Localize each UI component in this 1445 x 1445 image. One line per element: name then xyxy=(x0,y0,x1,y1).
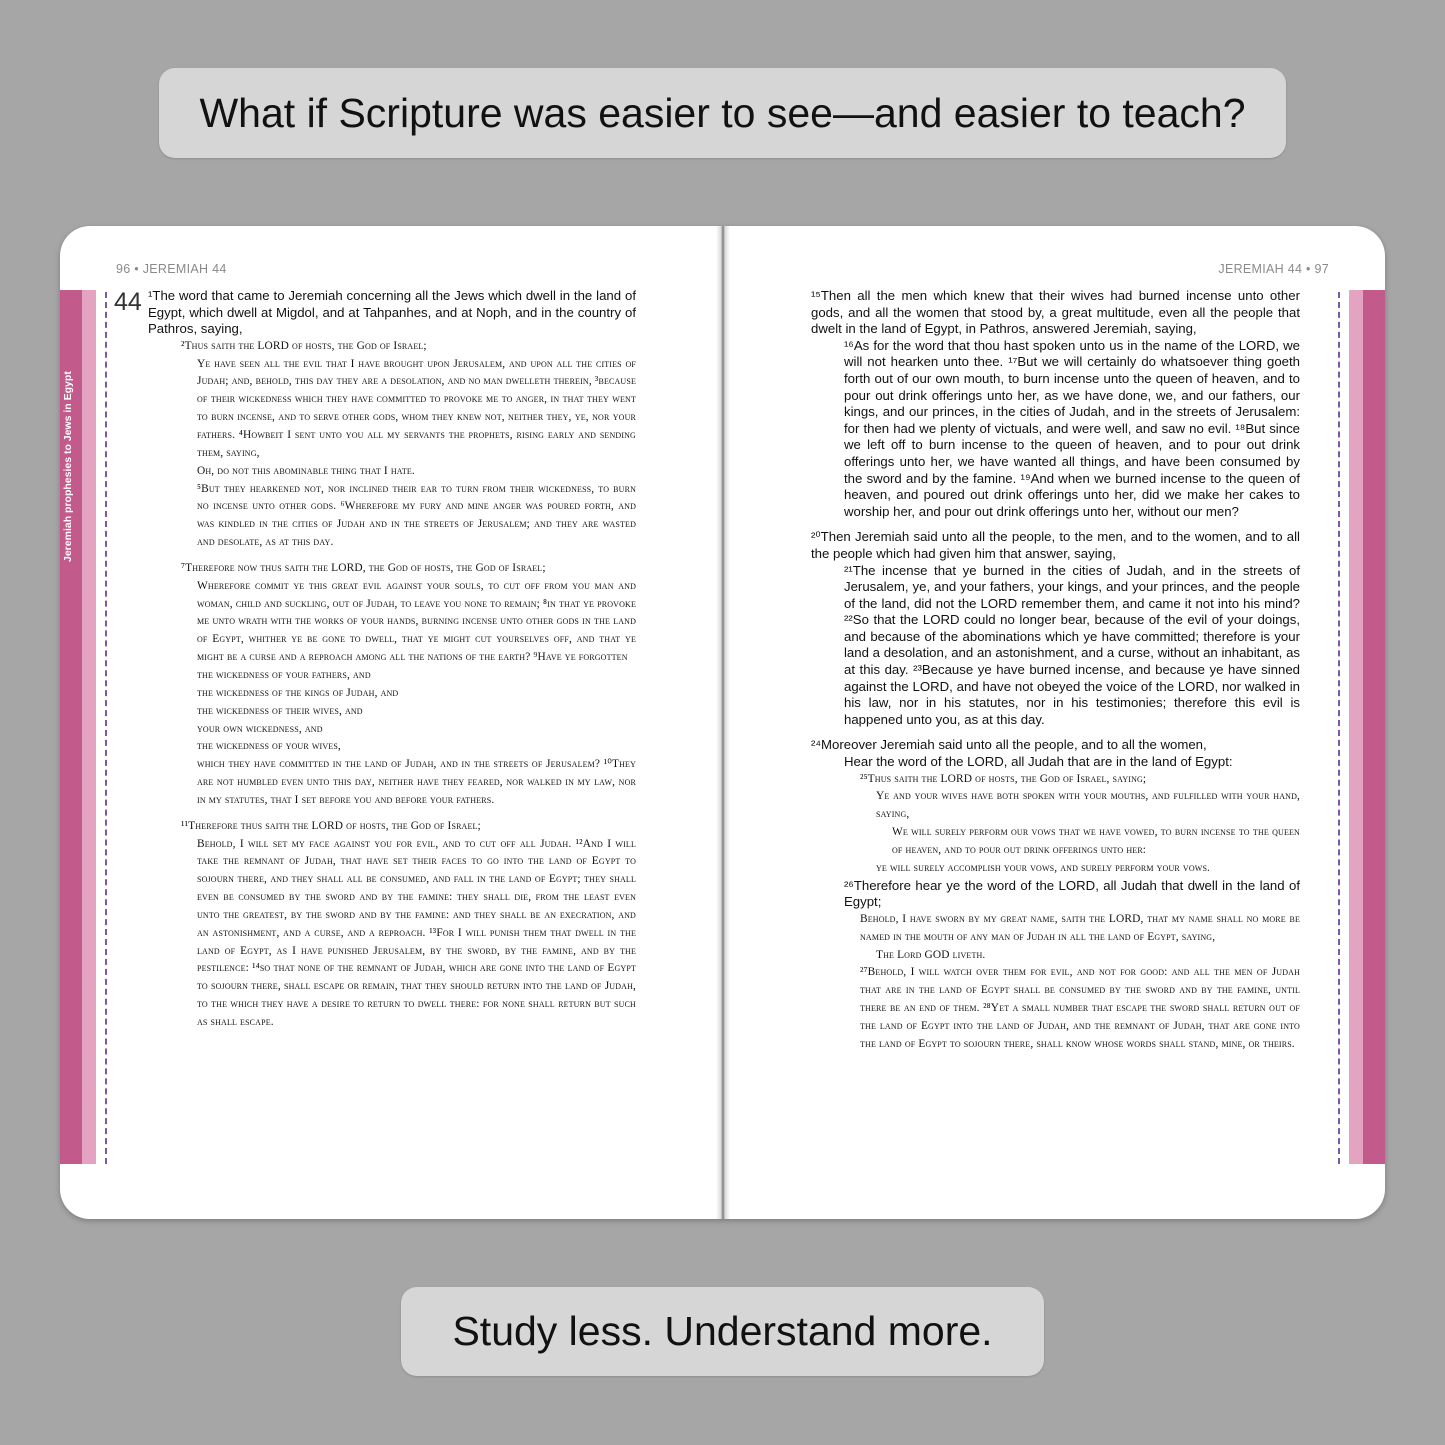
verse-paragraph: ²⁴Moreover Jeremiah said unto all the people, and to all the women, xyxy=(811,737,1207,753)
verse-paragraph: ²¹The incense that ye burned in the cities of Judah, and in the streets of Jerusalem, ye, and your fathers, your kings, and your princes, and the people of the land, did not the LORD remember them, and came it not into his mind? ²²So that the LORD could no longer bear, because of the evil of your doings, and because of the abominations which ye have committed; therefore is your land a desolation, and an astonishment, and a curse, without an inhabitant, as at this day. ²³Because ye have burned incense, and because ye have sinned against the LORD, and have not obeyed the voice of the LORD, nor walked in his law, nor in his statutes, nor in his testimonies; therefore this evil is happened unto you, as at this day. xyxy=(844,562,1300,727)
verse-paragraph: ²⁵Thus saith the LORD of hosts, the God of Israel, saying; xyxy=(860,772,1147,785)
verse-paragraph: the wickedness of the kings of Judah, and xyxy=(197,686,399,699)
verse-paragraph: which they have committed in the land of Judah, and in the streets of Jerusalem? ¹⁰They are not humbled even unto this day, neither have they feared, nor walked in my law, nor in my statutes, that I set before you and before your fathers. xyxy=(197,758,636,806)
running-head-left: 96 • JEREMIAH 44 xyxy=(116,262,227,276)
verse-paragraph: the wickedness of your fathers, and xyxy=(197,668,371,681)
verse-paragraph: Ye have seen all the evil that I have brought upon Jerusalem, and upon all the cities of Judah; and, behold, this day they are a desolation, and no man dwelleth therein, ³because of their wickedness which they have committed to provoke me to anger, in that they went to burn incense, and to serve other gods, whom they knew not, neither they, ye, nor your fathers. ⁴Howbeit I sent unto you all my servants the prophets, rising early and sending them, saying, xyxy=(197,357,636,459)
verse-paragraph: The Lord GOD liveth. xyxy=(876,948,986,961)
verse-paragraph: ye will surely accomplish your vows, and surely perform your vows. xyxy=(876,861,1211,874)
open-bible-spread xyxy=(60,226,1385,1219)
verse-paragraph: ¹¹Therefore thus saith the LORD of hosts, the God of Israel; xyxy=(181,819,481,832)
verse-paragraph: Ye and your wives have both spoken with your mouths, and fulfilled with your hand, saying, xyxy=(876,790,1300,821)
verse-paragraph: Wherefore commit ye this great evil against your souls, to cut off from you man and woman, child and suckling, out of Judah, to leave you none to remain; ⁸in that ye provoke me unto wrath with the works of your hands, burning incense unto other gods in the land of Egypt, whither ye be gone to dwell, that ye might cut yourselves off, and that ye might be a curse and a reproach among all the nations of the earth? ⁹Have ye forgotten xyxy=(197,579,636,664)
side-tab-left-light xyxy=(82,290,96,1164)
verse-paragraph: ¹⁶As for the word that thou hast spoken unto us in the name of the LORD, we will not hearken unto thee. ¹⁷But we will certainly do whatsoever thing goeth forth out of our own mouth, to burn incense unto the queen of heaven, and to pour out drink offerings unto her, as we have done, we, and our fathers, our kings, and our princes, in the cities of Judah, and in the streets of Jerusalem: for then had we plenty of victuals, and were well, and saw no evil. ¹⁸But since we left off to burn incense to the queen of heaven, and to pour out drink offerings unto her, we have wanted all things, and have been consumed by the sword and by the famine. ¹⁹And when we burned incense to the queen of heaven, and poured out drink offerings unto her, did we make her cakes to worship her, and pour out drink offerings unto her, without our men? xyxy=(844,337,1300,519)
verse-paragraph: ²⁰Then Jeremiah said unto all the people, to the men, and to the women, and to all the people which had given him that answer, saying, xyxy=(811,529,1300,561)
verse-paragraph: Behold, I will set my face against you for evil, and to cut off all Judah. ¹²And I will take the remnant of Judah, that have set their faces to go into the land of Egypt to sojourn there, and they shall all be consumed, and fall in the land of Egypt; they shall even be consumed by the sword and by the famine: they shall die, from the least even unto the greatest, by the sword and by the famine: and they shall be an execration, and an astonishment, and a curse, and a reproach. ¹³For I will punish them that dwell in the land of Egypt, as I have punished Jerusalem, by the sword, by the famine, and by the pestilence: ¹⁴so that none of the remnant of Judah, which are gone into the land of Egypt to sojourn there, shall escape or remain, that they should return into the land of Judah, to the which they have a desire to return to dwell there: for none shall return but such as shall escape. xyxy=(197,837,636,1028)
side-tab-left xyxy=(60,290,82,1164)
verse-paragraph: your own wickedness, and xyxy=(197,722,323,735)
right-page-text xyxy=(811,288,1300,1054)
tagline-banner xyxy=(401,1287,1044,1376)
running-head-right: JEREMIAH 44 • 97 xyxy=(1218,262,1329,276)
dashed-rule-right xyxy=(1338,292,1340,1164)
verse-paragraph: the wickedness of their wives, and xyxy=(197,704,363,717)
verse-paragraph: Hear the word of the LORD, all Judah that are in the land of Egypt: xyxy=(844,754,1233,770)
side-tab-right xyxy=(1363,290,1385,1164)
side-tab-right-light xyxy=(1349,290,1363,1164)
verse-paragraph: Behold, I have sworn by my great name, saith the LORD, that my name shall no more be named in the mouth of any man of Judah in all the land of Egypt, saying, xyxy=(860,912,1300,943)
verse-paragraph: ²⁷Behold, I will watch over them for evil, and not for good: and all the men of Judah that are in the land of Egypt shall be consumed by the sword and by the famine, until there be an end of them. ²⁸Yet a small number that escape the sword shall return out of the land of Egypt into the land of Judah, and the remnant of Judah, that are gone into the land of Egypt to sojourn there, shall know whose words shall stand, mine, or theirs. xyxy=(860,966,1300,1050)
verse-paragraph: ¹The word that came to Jeremiah concerning all the Jews which dwell in the land of Egypt, which dwell at Migdol, and at Tahpanhes, and at Noph, and in the country of Pathros, saying, xyxy=(148,288,636,337)
verse-paragraph: ²⁶Therefore hear ye the word of the LORD, all Judah that dwell in the land of Egypt; xyxy=(844,877,1300,910)
verse-paragraph: ¹⁵Then all the men which knew that their wives had burned incense unto other gods, and all the women that stood by, a great multitude, even all the people that dwelt in the land of Egypt, in Pathros, answered Jeremiah, saying, xyxy=(811,288,1300,337)
verse-paragraph: ⁵But they hearkened not, nor inclined their ear to turn from their wickedness, to burn no incense unto other gods. ⁶Wherefore my fury and mine anger was poured forth, and was kindled in the cities of Judah and in the streets of Jerusalem; and they are wasted and desolate, as at this day. xyxy=(197,482,636,549)
book-gutter xyxy=(716,226,730,1219)
dashed-rule-left xyxy=(105,292,107,1164)
verse-paragraph: ²Thus saith the LORD of hosts, the God of Israel; xyxy=(181,339,427,352)
headline-text: What if Scripture was easier to see—and easier to teach? xyxy=(199,90,1246,136)
verse-paragraph: ⁷Therefore now thus saith the LORD, the God of hosts, the God of Israel; xyxy=(181,561,546,574)
headline-banner xyxy=(159,68,1286,158)
side-tab-label: Jeremiah prophesies to Jews in Egypt xyxy=(62,371,74,562)
chapter-number: 44 xyxy=(114,288,142,316)
verse-paragraph: Oh, do not this abominable thing that I hate. xyxy=(197,464,415,477)
left-page-text xyxy=(148,288,636,1032)
verse-paragraph: We will surely perform our vows that we have vowed, to burn incense to the queen of heaven, and to pour out drink offerings unto her: xyxy=(892,826,1300,856)
verse-paragraph: the wickedness of your wives, xyxy=(197,740,341,753)
tagline-text: Study less. Understand more. xyxy=(452,1308,993,1354)
